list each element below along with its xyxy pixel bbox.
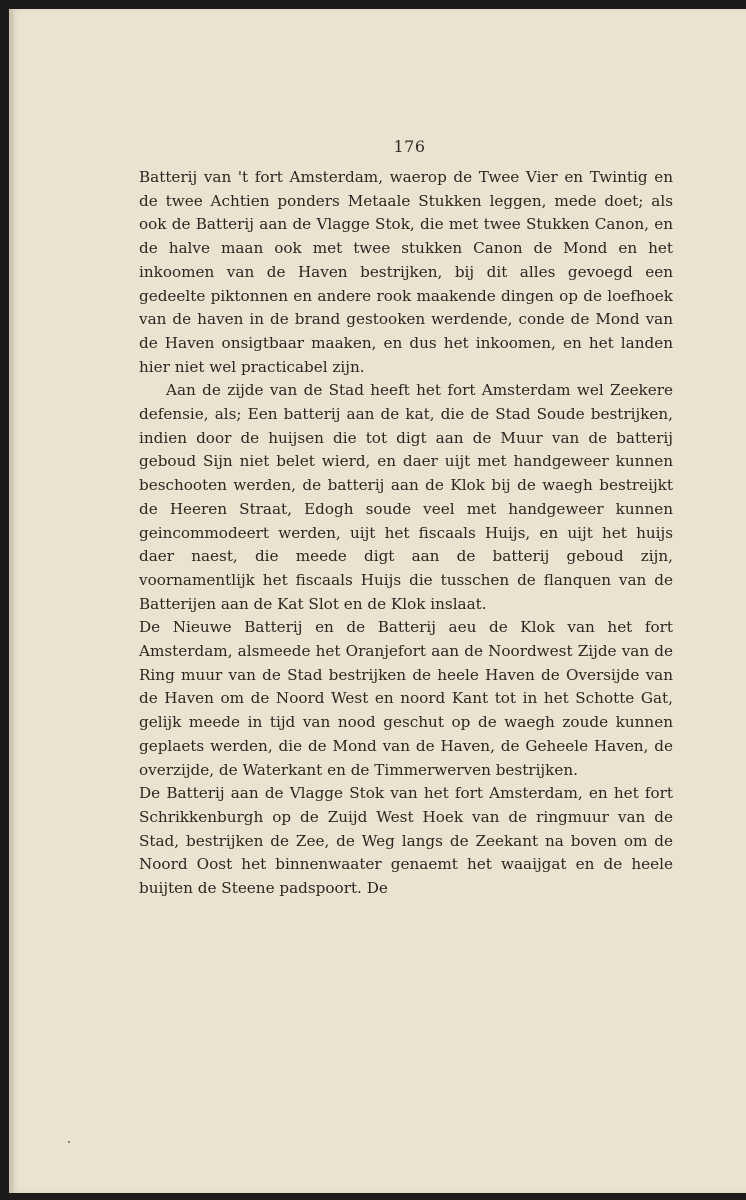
page-number: 176 — [393, 137, 426, 156]
paragraph-2: Aan de zijde van de Stad heeft het fort Amsterdam wel Zeekere defensie, als; Een batterij aan de kat, die de Stad Soude bestrijken, indien door de huijsen die tot digt aan de Muur van de batterij geboud Sijn niet belet wierd, en daer uijt met handgeweer kunnen beschooten werden, de batterij aan de Klok bij de waegh bestreijkt de Heeren Straat, Edogh soude veel met handgeweer kunnen geincommodeert werden, uijt het fiscaals Huijs, en uijt het huijs daer naest, die meede digt aan de batterij geboud zijn, voornamentlijk het fiscaals Huijs die tusschen de flanquen van de Batterijen aan de Kat Slot en de Klok inslaat. — [139, 381, 673, 613]
page-spine-edge — [9, 9, 13, 1193]
paragraph-3: De Nieuwe Batterij en de Batterij aeu de Klok van het fort Amsterdam, alsmeede het Oranjefort aan de Noordwest Zijde van de Ring muur van de Stad bestrijken de heele Haven de Oversijde van de Haven om de Noord West en noord Kant tot in het Schotte Gat, gelijk meede in tijd van nood geschut op de waegh zoude kunnen geplaets werden, die de Mond van de Haven, de Geheele Haven, de overzijde, de Waterkant en de Timmerwerven bestrijken. — [139, 618, 673, 779]
paragraph-1: Batterij van 't fort Amsterdam, waerop de Twee Vier en Twintig en de twee Achtien ponders Metaale Stukken leggen, mede doet; als ook de Batterij aan de Vlagge Stok, die met twee Stukken Canon, en de halve maan ook met twee stukken Canon de Mond en het inkoomen van de Haven bestrijken, bij dit alles gevoegd een gedeelte piktonnen en andere rook maakende dingen op de loefhoek van de haven in de brand gestooken werdende, conde de Mond van de Haven onsigtbaar maaken, en dus het inkoomen, en het landen hier niet wel practicabel zijn. — [139, 168, 673, 376]
paper-speck — [68, 1141, 70, 1143]
paragraph-4: De Batterij aan de Vlagge Stok van het fort Amsterdam, en het fort Schrikkenburgh op de Zuijd West Hoek van de ringmuur van de Stad, bestrijken de Zee, de Weg langs de Zeekant na boven om de Noord Oost het binnenwaater genaemt het waaijgat en de heele buijten de Steene padspoort. De — [139, 784, 673, 898]
body-text — [139, 166, 673, 901]
